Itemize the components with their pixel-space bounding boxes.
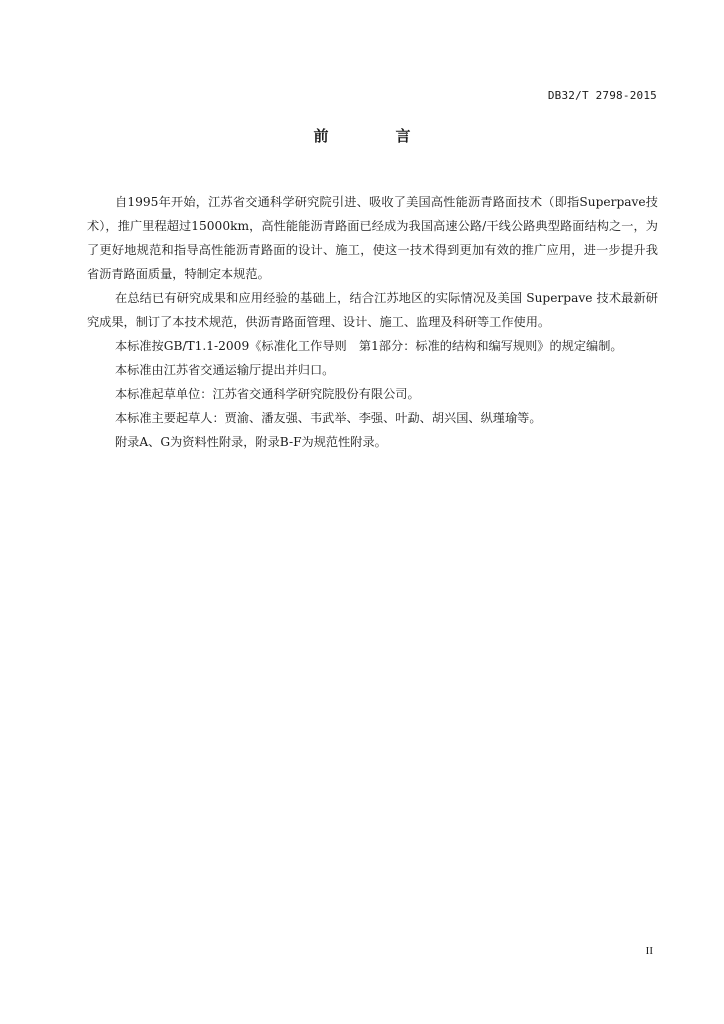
paragraph-drafting-rules: 本标准按GB/T1.1-2009《标准化工作导则 第1部分：标准的结构和编写规则》的规定编制。: [115, 339, 623, 353]
page-number: II: [645, 945, 653, 957]
paragraph-appendices: 附录A、G为资料性附录，附录B-F为规范性附录。: [115, 435, 387, 449]
preface-body: [87, 190, 658, 454]
page-title: 前 言: [313, 127, 437, 145]
paragraph-drafting-unit: 本标准起草单位：江苏省交通科学研究院股份有限公司。: [115, 387, 420, 401]
paragraph-purpose: 在总结已有研究成果和应用经验的基础上，结合江苏地区的实际情况及美国 Superpave 技术最新研究成果，制订了本技术规范，供沥青路面管理、设计、施工、监理及科研等工作使用。: [87, 291, 658, 329]
paragraph-drafters: 本标准主要起草人：贾渝、潘友强、韦武举、李强、叶勐、胡兴国、纵瑾瑜等。: [115, 411, 542, 425]
paragraph-background: 自1995年开始，江苏省交通科学研究院引进、吸收了美国高性能沥青路面技术（即指Superpave技术），推广里程超过15000km，高性能能沥青路面已经成为我国高速公路/干线公路典型路面结构之一，为了更好地规范和指导高性能沥青路面的设计、施工，使这一技术得到更加有效的推广应用，进一步提升我省沥青路面质量，特制定本规范。: [87, 195, 658, 281]
paragraph-proposer: 本标准由江苏省交通运输厅提出并归口。: [115, 363, 335, 377]
document-code: DB32/T 2798-2015: [547, 89, 657, 102]
